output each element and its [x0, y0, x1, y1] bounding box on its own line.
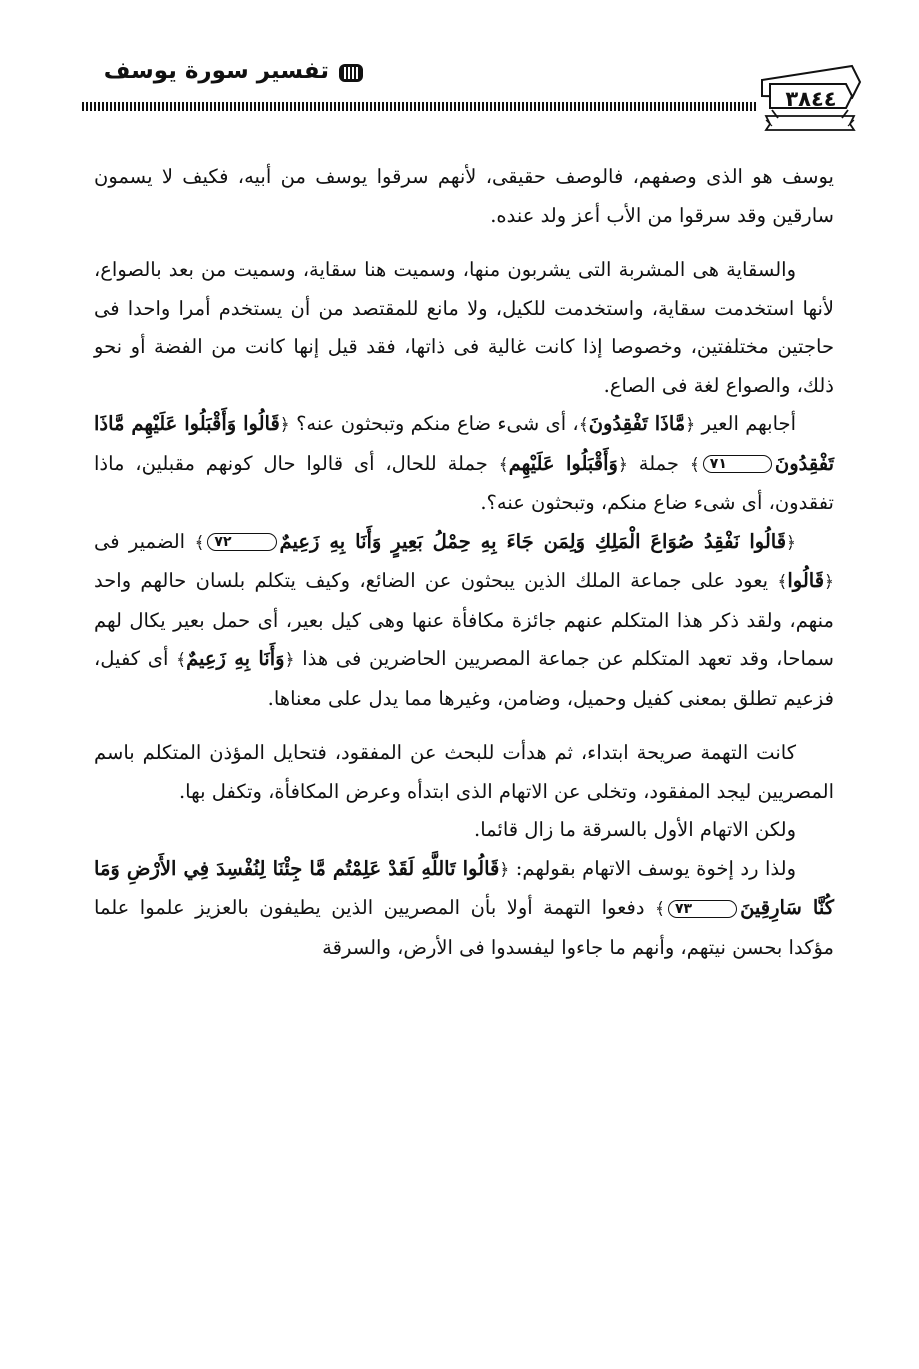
quran-verse: قَالُوا وَأَقْبَلُوا عَلَيْهِم مَّاذَا تَفْقِدُونَ [94, 412, 835, 475]
paragraph [94, 405, 834, 523]
verse-bracket: ﴿ [824, 572, 834, 592]
ayah-number: ٧٢ [207, 533, 276, 551]
page-number: ٣٨٤٤ [785, 87, 837, 111]
commentary-text: جملة للحال، أى قالوا حال كونهم مقبلين، ماذا تفقدون، أى شىء ضاع منكم، وتبحثون عنه؟. [94, 451, 834, 514]
running-header [0, 0, 919, 140]
paragraph [94, 251, 834, 405]
commentary-text: يوسف هو الذى وصفهم، فالوصف حقيقى، لأنهم سرقوا يوسف من أبيه، فكيف لا يسمون سارقين وقد سرقوا من الأب أعز ولد عنده. [94, 165, 834, 227]
commentary-text: جملة [627, 451, 690, 475]
commentary-text: يعود على جماعة الملك الذين يبحثون عن الضائع، وكيف يتكلم بلسان حالهم واحد منهم، ولقد ذكر هذا المتكلم عنهم جائزة مكافأة عنها وهى كيل بعير، أى حمل بعير يكال لهم سماحا، وقد تعهد المتكلم عن جماعة المصريين الحاضرين فى هذا [94, 569, 834, 670]
quran-verse: وَأَقْبَلُوا عَلَيْهِم [508, 451, 618, 475]
commentary-text: دفعوا التهمة أولا بأن المصريين الذين يطيفون بالعزيز علموا علما مؤكدا بحسن نيتهم، وأنهم ما جاءوا ليفسدوا فى الأرض، والسرقة [94, 896, 834, 959]
verse-bracket: ﴿ [499, 859, 510, 880]
paragraph [94, 811, 834, 850]
commentary-text: أجابهم العير [695, 412, 797, 435]
commentary-text: الضمير فى [94, 529, 195, 553]
ayah-number: ٧٣ [668, 900, 737, 918]
verse-bracket: ﴿ [284, 650, 295, 670]
commentary-text: أى كفيل، فزعيم تطلق بمعنى كفيل وحميل، وضامن، وغيرها مما يدل على معناها. [94, 647, 834, 710]
running-title: تفسير سورة يوسف [103, 58, 329, 84]
commentary-text: ولكن الاتهام الأول بالسرقة ما زال قائما. [474, 818, 796, 841]
verse-bracket: ﴾ [578, 415, 589, 435]
paragraph [94, 850, 834, 968]
verse-bracket: ﴾ [689, 454, 700, 475]
paragraph [94, 523, 834, 719]
verse-bracket: ﴿ [786, 532, 796, 553]
commentary-text: ولذا رد إخوة يوسف الاتهام بقولهم: [509, 856, 796, 880]
verse-bracket: ﴾ [777, 572, 788, 592]
quran-verse: قَالُوا نَفْقِدُ صُوَاعَ الْمَلِكِ وَلِمَن جَاءَ بِهِ حِمْلُ بَعِيرٍ وَأَنَا بِهِ زَعِيمٌ [279, 529, 787, 553]
verse-bracket: ﴾ [655, 899, 665, 919]
commentary-text: كانت التهمة صريحة ابتداء، ثم هدأت للبحث عن المفقود، فتحايل المؤذن المتكلم باسم المصريين ليجد المفقود، وتخلى عن الاتهام الذى ابتدأه وعرض المكافأة، وتكفل بها. [94, 741, 834, 803]
verse-bracket: ﴿ [685, 415, 696, 435]
paragraph [94, 158, 834, 235]
quran-verse: وَأَنَا بِهِ زَعِيمٌ [186, 647, 285, 670]
verse-bracket: ﴿ [617, 454, 628, 475]
verse-bracket: ﴾ [498, 454, 509, 475]
quran-verse: مَّاذَا تَفْقِدُونَ [588, 412, 686, 435]
commentary-text: والسقاية هى المشربة التى يشربون منها، وسميت هنا سقاية، وسميت من بعد بالصواع، لأنها استخدمت سقاية، واستخدمت للكيل، ولا مانع للمقتصد من أن يستخدم أمرا واحدا فى حاجتين مختلفتين، وخصوصا إذا كانت غالية فى ذاتها، فقد قيل إنها كانت من الفضة أو نحو ذلك، والصواع لغة فى الصاع. [94, 258, 834, 397]
verse-bracket: ﴾ [194, 532, 205, 553]
commentary-text: ، أى شىء ضاع منكم وتبحثون عنه؟ [289, 412, 579, 435]
header-dotted-rule [82, 102, 758, 111]
verse-bracket: ﴿ [279, 415, 290, 435]
verse-bracket: ﴾ [176, 650, 187, 670]
quran-verse: قَالُوا [787, 569, 825, 592]
paragraph [94, 734, 834, 811]
body-text [94, 158, 834, 967]
ornament-icon [337, 61, 365, 85]
ayah-number: ٧١ [703, 455, 772, 473]
quran-verse: قَالُوا تَاللَّهِ لَقَدْ عَلِمْتُم مَّا جِئْنَا لِنُفْسِدَ فِي الأَرْضِ وَمَا كُنَّا سَارِقِينَ [94, 856, 834, 919]
